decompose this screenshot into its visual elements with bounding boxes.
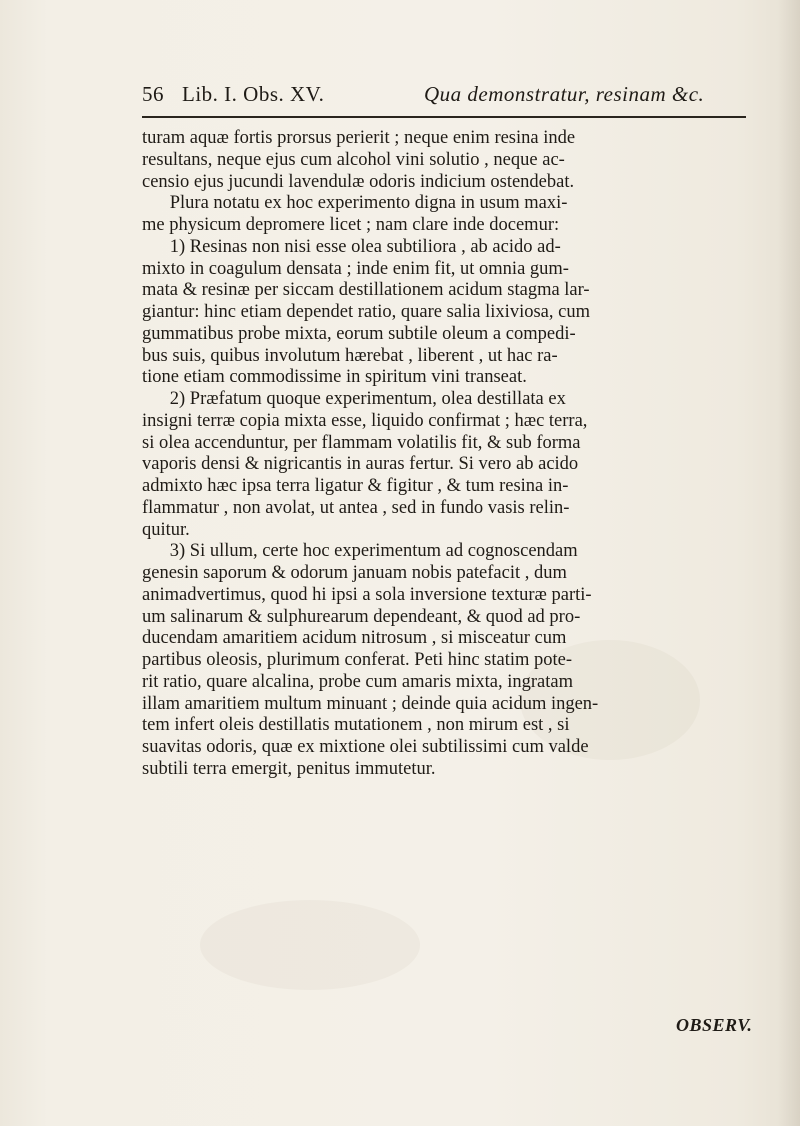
paper-stain <box>200 900 420 990</box>
text-line: si olea accenduntur, per flammam volatilis fit, & sub forma <box>142 432 581 453</box>
text-line: partibus oleosis, plurimum conferat. Peti hinc statim pote- <box>142 650 573 670</box>
head-italic-title: Qua demonstratur, resinam &c. <box>424 82 705 106</box>
text-line: 1) Resinas non nisi esse olea subtiliora , ab acido ad- <box>142 236 561 257</box>
text-line: bus suis, quibus involutum hærebat , liberent , ut hac ra- <box>142 345 558 366</box>
text-line: me physicum depromere licet ; nam clare inde docemur: <box>142 215 560 235</box>
text-line: 3) Si ullum, certe hoc experimentum ad cognoscendam <box>142 541 578 562</box>
text-line: genesin saporum & odorum januam nobis patefacit , dum <box>142 563 567 583</box>
text-line: giantur: hinc etiam dependet ratio, quare salia lixiviosa, cum <box>142 302 590 322</box>
running-head <box>142 82 742 114</box>
text-line: resultans, neque ejus cum alcohol vini solutio , neque ac- <box>142 149 565 170</box>
text-line: ducendam amaritiem acidum nitrosum , si misceatur cum <box>142 628 567 649</box>
text-line: Plura notatu ex hoc experimento digna in usum maxi- <box>142 193 568 214</box>
head-title: Lib. I. Obs. XV. <box>182 82 325 106</box>
text-line: animadvertimus, quod hi ipsi a sola inversione texturæ parti- <box>142 584 592 605</box>
text-line: tione etiam commodissime in spiritum vini transeat. <box>142 367 527 388</box>
catchword: OBSERV. <box>676 1015 753 1035</box>
text-line: quitur. <box>142 519 190 540</box>
text-line: vaporis densi & nigricantis in auras fertur. Si vero ab acido <box>142 454 579 475</box>
page-number: 56 <box>142 82 164 106</box>
text-line: censio ejus jucundi lavendulæ odoris indicium ostendebat. <box>142 171 575 192</box>
text-line: insigni terræ copia mixta esse, liquido confirmat ; hæc terra, <box>142 410 588 431</box>
header-rule <box>142 116 746 118</box>
text-line: um salinarum & sulphurearum dependeant, & quod ad pro- <box>142 606 581 627</box>
text-line: mixto in coagulum densata ; inde enim fit, ut omnia gum- <box>142 258 569 279</box>
text-line: turam aquæ fortis prorsus perierit ; neque enim resina inde <box>142 128 576 148</box>
body-text <box>142 128 752 781</box>
text-line: tem infert oleis destillatis mutationem , non mirum est , si <box>142 715 570 736</box>
text-line: illam amaritiem multum minuant ; deinde quia acidum ingen- <box>142 693 599 714</box>
text-line: suavitas odoris, quæ ex mixtione olei subtilissimi cum valde <box>142 737 589 757</box>
text-line: gummatibus probe mixta, eorum subtile oleum a compedi- <box>142 323 576 344</box>
text-line: subtili terra emergit, penitus immutetur. <box>142 758 436 779</box>
text-line: 2) Præfatum quoque experimentum, olea destillata ex <box>142 389 566 409</box>
text-line: rit ratio, quare alcalina, probe cum amaris mixta, ingratam <box>142 671 573 692</box>
page-edge-shadow <box>778 0 800 1126</box>
text-line: admixto hæc ipsa terra ligatur & figitur , & tum resina in- <box>142 476 569 496</box>
text-line: flammatur , non avolat, ut antea , sed in fundo vasis relin- <box>142 497 570 518</box>
text-line: mata & resinæ per siccam destillationem acidum stagma lar- <box>142 280 590 301</box>
